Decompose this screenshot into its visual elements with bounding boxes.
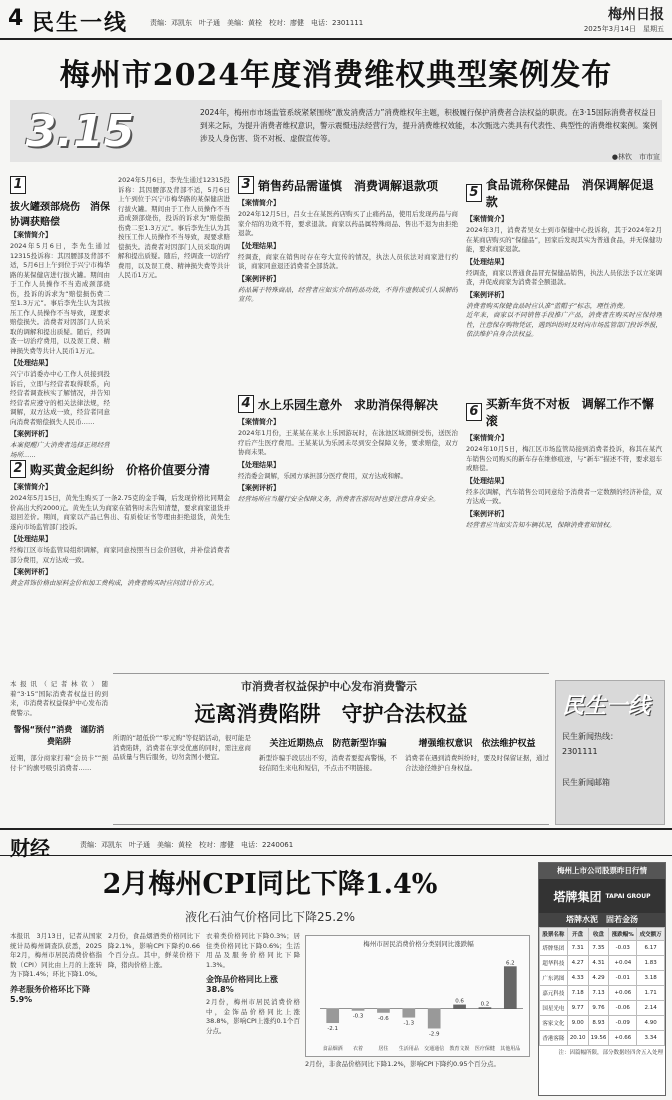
case-5-block bbox=[466, 176, 662, 391]
case-text: 2024年12月5日，吕女士在某医药店购买了止痛药品，使用后发现药品与商家介绍的功效不符，要求退款。商家以药品属特殊商品、售出不退为由拒绝退款。 bbox=[238, 210, 458, 237]
article-text: 近期，部分商家打着“会员卡”“预付卡”的旗号吸引消费者…… bbox=[10, 754, 108, 772]
table-row bbox=[540, 956, 665, 971]
case-6-block bbox=[466, 395, 662, 670]
company-name-en: TAPAI GROUP bbox=[605, 892, 651, 900]
chart-bar bbox=[479, 1007, 492, 1008]
main-headline: 梅州市2024年度消费维权典型案例发布 bbox=[59, 58, 613, 93]
case-number: 1 bbox=[10, 176, 26, 194]
table-cell: 1.83 bbox=[637, 956, 665, 971]
page-number: 4 bbox=[8, 6, 24, 31]
case-tag: 【案情简介】 bbox=[466, 434, 508, 442]
case-text: 2024年3月，消费者吴女士到市保健中心投诉称，其于2024年2月在某商店购买的“保健品”，回家后发现其实为普通食品，并无保健功能，要求商家退款。 bbox=[466, 226, 662, 253]
case-text: 2024年1月份，王某某在某水上乐园游玩时，在泳池区域滑倒受伤，送医治疗后产生医疗费用。王某某认为乐园未尽到安全保障义务，要求赔偿，双方协商未果。 bbox=[238, 429, 458, 456]
table-cell: 3.34 bbox=[637, 1031, 665, 1046]
case-tag: 【处理结果】 bbox=[466, 476, 508, 485]
case-text: 经调查，商家以普通食品冒充保健品销售，执法人员依法予以立案调查，并促成商家为消费者全额退款。 bbox=[466, 268, 662, 286]
warning-article-left bbox=[10, 680, 108, 820]
table-cell: 嘉元科技 bbox=[540, 986, 568, 1001]
chart-data-label: 0.2 bbox=[480, 1001, 490, 1008]
case-text: 经营场所应当履行安全保障义务，消费者在游玩时也要注意自身安全。 bbox=[238, 495, 440, 503]
cpi-headline: 2月梅州CPI同比下降1.4% bbox=[102, 869, 438, 900]
chart-bar bbox=[453, 1005, 466, 1009]
table-cell: 4.33 bbox=[567, 971, 588, 986]
chart-data-label: -0.3 bbox=[352, 1013, 364, 1020]
table-row bbox=[540, 1016, 665, 1031]
case-3-block bbox=[238, 176, 458, 391]
finance-editors: 责编：邓凯东 叶子通 美编：黄栓 校对：廖健 电话：2240061 bbox=[80, 841, 294, 849]
table-cell: 塔牌集团 bbox=[540, 941, 568, 956]
case-tag: 【处理结果】 bbox=[238, 241, 280, 250]
chart-category-label: 生活用品 bbox=[398, 1046, 419, 1052]
table-cell: 3.18 bbox=[637, 971, 665, 986]
chart-category-label: 教育文娱 bbox=[449, 1046, 470, 1052]
chart-category-label: 食品烟酒 bbox=[322, 1046, 343, 1052]
editors-line: 责编：邓凯东 叶子通 美编：黄栓 校对：廖健 电话：2301111 bbox=[150, 19, 364, 27]
chart-data-label: 0.6 bbox=[455, 998, 464, 1005]
article-subhead: 警惕“预付”消费 谨防消费陷阱 bbox=[13, 725, 105, 746]
article-text: 2月份，非食品价格同比下降1.2%，影响CPI下降约0.95个百分点。 bbox=[305, 1060, 500, 1068]
article-kicker: 市消费者权益保护中心发布消费警示 bbox=[241, 680, 417, 693]
chart-data-label: -0.6 bbox=[378, 1015, 389, 1022]
case-text: 经调查，商家在销售时存在夸大宣传的情况，执法人员依法对商家进行约谈，商家同意退还消费者全部货款。 bbox=[238, 252, 458, 270]
stock-table bbox=[539, 927, 665, 1046]
column-header: 成交额万 bbox=[637, 928, 665, 941]
table-row bbox=[540, 986, 665, 1001]
chart-bar bbox=[377, 1009, 390, 1013]
table-cell: 广东鸿图 bbox=[540, 971, 568, 986]
case-number: 6 bbox=[466, 403, 482, 421]
page-header bbox=[0, 0, 672, 40]
article-subhead: 关注近期热点 防范新型诈骗 bbox=[269, 739, 387, 749]
table-cell: 4.31 bbox=[588, 956, 609, 971]
finance-section-header bbox=[0, 828, 672, 860]
article-text: 衣着类价格同比下降0.3%；居住类价格同比下降0.6%；生活用品及服务价格同比下降1.3%。 bbox=[206, 932, 300, 969]
table-cell: -0.06 bbox=[609, 1001, 637, 1016]
case-text: 兴宁市消委办中心工作人员接到投诉后，立即与经营者取得联系，向经营者调查核实了解情况，并告知经营者应遵守的相关法律法规，经调解，双方达成一致，经营者同意向消费者赔偿损失人民币…… bbox=[10, 370, 110, 426]
chart-category-label: 衣着 bbox=[353, 1046, 364, 1052]
table-cell: 2.14 bbox=[637, 1001, 665, 1016]
chart-bar bbox=[504, 966, 517, 1008]
intro-banner bbox=[10, 100, 662, 162]
finance-column-3 bbox=[206, 932, 300, 1096]
table-cell: 8.93 bbox=[588, 1016, 609, 1031]
finance-column-1 bbox=[10, 932, 102, 1096]
article-text: 新型诈骗手段层出不穷，消费者要提高警惕，不轻信陌生来电和短信，不点击不明链接。 bbox=[259, 754, 397, 772]
table-cell: 1.71 bbox=[637, 986, 665, 1001]
case-tag: 【案例评析】 bbox=[10, 568, 52, 576]
case-tag: 【案情简介】 bbox=[10, 231, 52, 239]
table-cell: 20.10 bbox=[567, 1031, 588, 1046]
case-number: 2 bbox=[10, 460, 26, 478]
chart-data-label: -2.1 bbox=[327, 1026, 339, 1033]
chart-bar bbox=[428, 1009, 441, 1029]
publication-date: 2025年3月14日 星期五 bbox=[583, 25, 664, 33]
table-cell: 7.31 bbox=[567, 941, 588, 956]
case-tag: 【案情简介】 bbox=[10, 483, 52, 491]
chart-svg bbox=[306, 948, 531, 1058]
case-text: 经多次调解，汽车销售公司同意给予消费者一定数额的经济补偿，双方达成一致。 bbox=[466, 487, 662, 505]
case-heading bbox=[10, 460, 230, 478]
company-name: 塔牌集团 bbox=[553, 889, 602, 904]
commentary-text: 近年来，商家以不同销售手段推广产品，消费者在购买时应保持理性，注意保存购物凭证，遇到纠纷时及时向市场监管部门投诉举报，依法维护自身合法权益。 bbox=[466, 311, 662, 338]
chart-data-label: -1.3 bbox=[403, 1020, 415, 1027]
stock-table-body bbox=[540, 941, 665, 1046]
promo-email-label: 民生新闻邮箱 bbox=[562, 778, 610, 787]
case-tag: 【案例评析】 bbox=[466, 509, 508, 518]
chart-bar bbox=[326, 1009, 339, 1023]
table-cell: 4.90 bbox=[637, 1016, 665, 1031]
table-cell: 19.56 bbox=[588, 1031, 609, 1046]
table-cell: -0.09 bbox=[609, 1016, 637, 1031]
table-cell: 香港客隆 bbox=[540, 1031, 568, 1046]
case-tag: 【案例评析】 bbox=[238, 274, 280, 283]
table-cell: 超华科技 bbox=[540, 956, 568, 971]
case-tag: 【处理结果】 bbox=[10, 535, 52, 543]
column-header: 股票名称 bbox=[540, 928, 568, 941]
case-number: 5 bbox=[466, 184, 482, 202]
table-cell: 9.77 bbox=[567, 1001, 588, 1016]
column-1b bbox=[118, 176, 230, 456]
chart-data-label: -2.9 bbox=[428, 1031, 440, 1038]
case-title: 买新车货不对板 调解工作不懈滚 bbox=[485, 397, 654, 428]
case-text: 2024年5月6日，李先生通过12315投诉称：其因腰部及背部不适，5月6日上午到位于兴宁市梅华路的某保健店进行拔火罐。期间由于工作人员操作不当造成颈部烧伤，投诉的诉求为“赔偿损伤费二至1.3万元”。事后李先生认为其按压工作人员操作不当导致，现要求赔偿损失。消费者对因部门人员采取的调解和提出质疑。随后，经调查一切治疗费用，以及误工费、精神损失费等共计人民币1万元。 bbox=[10, 242, 110, 355]
case-tag: 【案例评析】 bbox=[466, 290, 508, 299]
chart-bar bbox=[402, 1009, 415, 1018]
case-text: 经梅江区市场监管局组织调解，商家同意按照当日金价回收，并补偿消费者部分费用，双方达成一致。 bbox=[10, 546, 230, 564]
case-tag: 【处理结果】 bbox=[238, 460, 280, 469]
article-subhead: 金饰品价格同比上涨38.8% bbox=[206, 975, 278, 994]
table-cell: 7.18 bbox=[567, 986, 588, 1001]
table-row bbox=[540, 941, 665, 956]
table-cell: -0.01 bbox=[609, 971, 637, 986]
case-text: 本案提醒广大消费者选择正规经营场所…… bbox=[10, 441, 110, 459]
article-column bbox=[113, 734, 251, 824]
article-columns bbox=[113, 734, 549, 824]
case-tag: 【处理结果】 bbox=[10, 359, 52, 367]
article-column bbox=[259, 734, 397, 824]
column-header: 涨跌幅% bbox=[609, 928, 637, 941]
section-title: 民生一线 bbox=[32, 11, 129, 36]
promo-hotline-label: 民生新闻热线： bbox=[562, 732, 618, 741]
case-text: 经营者应当如实告知车辆状况，保障消费者知情权。 bbox=[466, 520, 616, 529]
case-tag: 【案情简介】 bbox=[238, 418, 280, 426]
case-heading bbox=[238, 176, 458, 194]
promo-hotline-number: 2301111 bbox=[562, 747, 598, 756]
stock-note: 注：因篇幅所限，部分数据经四舍五入处理 bbox=[558, 1050, 663, 1056]
table-row bbox=[540, 1031, 665, 1046]
case-heading bbox=[238, 395, 458, 413]
chart-title: 梅州市居民消费价格分类别同比涨跌幅 bbox=[363, 940, 474, 948]
chart-category-label: 其他用品 bbox=[500, 1046, 521, 1052]
article-text: 消费者在遇到消费纠纷时，要及时保留证据，通过合法途径维护自身权益。 bbox=[405, 754, 549, 772]
case-heading bbox=[10, 176, 110, 194]
article-text: 2月份，食品烟酒类价格同比下降2.1%，影响CPI下降约0.66个百分点。其中，鲜菜价格下降，猪肉价格上涨。 bbox=[108, 932, 200, 969]
table-cell: +0.04 bbox=[609, 956, 637, 971]
table-cell: -0.03 bbox=[609, 941, 637, 956]
column-header: 开盘 bbox=[567, 928, 588, 941]
case-heading bbox=[466, 395, 662, 429]
table-row bbox=[540, 971, 665, 986]
case-title: 购买黄金起纠纷 价格价值要分清 bbox=[30, 462, 211, 477]
article-subhead: 养老服务价格环比下降5.9% bbox=[10, 984, 90, 1004]
banner-315-logo: 3.15 bbox=[25, 105, 135, 157]
article-text: 2月份，梅州市居民消费价格中，金饰品价格同比上涨38.8%，影响CPI上涨约0.1个百分点。 bbox=[206, 998, 300, 1035]
case-4-block bbox=[238, 395, 458, 670]
finance-column-2 bbox=[108, 932, 200, 1096]
finance-section-title: 财经 bbox=[10, 836, 50, 860]
table-cell: 7.35 bbox=[588, 941, 609, 956]
newspaper-logo: 梅州日报 bbox=[608, 7, 664, 23]
case-number: 4 bbox=[238, 395, 254, 413]
case-tag: 【案情简介】 bbox=[466, 215, 508, 223]
case-tag: 【处理结果】 bbox=[466, 257, 508, 266]
case-text: 2024年10月5日，梅江区市场监管局接到消费者投诉，称其在某汽车销售公司购买的新车存在维修痕迹，与“新车”描述不符，要求退车或赔偿。 bbox=[466, 445, 662, 472]
case-text: 药品属于特殊商品，经营者应如实介绍药品功效，不得作虚假或引人误解的宣传。 bbox=[238, 285, 458, 303]
company-slogan: 塔牌水泥 固若金汤 bbox=[539, 913, 665, 927]
table-cell: 7.13 bbox=[588, 986, 609, 1001]
case-title: 食品谎称保健品 消保调解促退款 bbox=[485, 178, 654, 209]
case-text: 2024年5月6日，李先生通过12315投诉称：其因腰部及背部不适，5月6日上午到位于兴宁市梅华路的某保健店进行拔火罐。期间由于工作人员操作不当造成颈部烧伤，投诉的诉求为“赔偿损伤费二至1.3万元”。事后李先生认为其按压工作人员操作不当导致，现要求赔偿损失。消费者对因部门人员采取的调解和提出质疑。随后，经调查一切治疗费用，以及误工费、精神损失费等共计人民币1万元。 bbox=[118, 176, 230, 279]
cpi-subheadline: 液化石油气价格同比下降25.2% bbox=[184, 910, 356, 924]
cpi-chart bbox=[305, 935, 530, 1057]
table-cell: 4.29 bbox=[588, 971, 609, 986]
case-text: 消费者购买保健食品时应认准“蓝帽子”标志，理性消费。 bbox=[466, 301, 629, 310]
table-header-row bbox=[540, 928, 665, 941]
table-cell: 国星光电 bbox=[540, 1001, 568, 1016]
case-text: 经消委会调解，乐园方承担部分医疗费用，双方达成和解。 bbox=[238, 471, 407, 480]
case-heading bbox=[466, 176, 662, 210]
case-title: 水上乐园生意外 求助消保得解决 bbox=[258, 397, 439, 412]
table-cell: 客家文化 bbox=[540, 1016, 568, 1031]
company-logo bbox=[539, 879, 665, 913]
article-intro: 本报讯（记者林钦）随着“3·15”国际消费者权益日的到来，市消费者权益保护中心发布消费警示。 bbox=[10, 680, 108, 717]
consumer-warning-article bbox=[113, 673, 549, 825]
table-cell: 9.00 bbox=[567, 1016, 588, 1031]
chart-category-label: 医疗保健 bbox=[474, 1046, 495, 1052]
case-tag: 【案例评析】 bbox=[10, 430, 52, 438]
case-text: 2024年5月15日，黄先生购买了一条2.75克的金手镯，后发现价格比同期金价高出大约2000元。黄先生认为商家在销售时未告知清楚，要求商家退货并退回差价。期间，商家以产品已售出、有质检证书等理由拒绝退货，黄先生遂向市场监管部门投诉。 bbox=[10, 494, 230, 531]
article-byline: ●林钦 市市宣 bbox=[611, 153, 660, 161]
article-text: 本报讯 3月13日，记者从国家统计局梅州调查队获悉，2025年2月，梅州市居民消费价格指数（CPI）同比由上月的上涨转为下降1.4%；环比下降1.0%。 bbox=[10, 932, 102, 978]
chart-bar bbox=[352, 1009, 365, 1011]
column-header: 收盘 bbox=[588, 928, 609, 941]
chart-data-label: 6.2 bbox=[505, 960, 515, 967]
stock-box-title: 梅州上市公司股票昨日行情 bbox=[539, 863, 665, 879]
chart-category-label: 居住 bbox=[378, 1046, 389, 1052]
table-cell: +0.06 bbox=[609, 986, 637, 1001]
article-subhead: 增强维权意识 依法维护权益 bbox=[418, 739, 536, 749]
finance-column-4 bbox=[305, 1060, 530, 1096]
table-row bbox=[540, 1001, 665, 1016]
table-cell: 4.27 bbox=[567, 956, 588, 971]
article-headline: 远离消费陷阱 守护合法权益 bbox=[194, 701, 468, 726]
promo-title: 民生一线 bbox=[562, 694, 651, 719]
case-2-block bbox=[10, 460, 230, 670]
article-text: 所谓的“超低价”“零元购”等促销活动，很可能是消费陷阱，消费者在享受优惠的同时，需注意商品质量与售后服务，切勿贪图小便宜。 bbox=[113, 734, 251, 761]
case-text: 黄金首饰价格由原料金价和加工费构成，消费者购买时应问清计价方式。 bbox=[10, 579, 218, 587]
case-number: 3 bbox=[238, 176, 254, 194]
article-column bbox=[405, 734, 549, 824]
table-cell: +0.66 bbox=[609, 1031, 637, 1046]
table-cell: 9.76 bbox=[588, 1001, 609, 1016]
table-cell: 6.17 bbox=[637, 941, 665, 956]
case-tag: 【案例评析】 bbox=[238, 484, 280, 492]
stock-quotes-box bbox=[538, 862, 666, 1096]
case-tag: 【案情简介】 bbox=[238, 199, 280, 207]
chart-category-label: 交通通信 bbox=[424, 1046, 445, 1052]
case-title: 销售药品需谨慎 消费调解退款项 bbox=[258, 178, 439, 193]
case-title: 拔火罐颈部烧伤 消保协调获赔偿 bbox=[10, 202, 110, 228]
hotline-promo bbox=[555, 680, 665, 825]
intro-paragraph: 2024年，梅州市市场监管系统紧紧围绕“激发消费活力”消费维权年主题，积极履行保护消费者合法权益的职责。在3·15国际消费者权益日到来之际，为提升消费者维权意识，警示震慑违法经营行为，提升消费维权效能，本次甄选六类具有代表性、典型性的消费维权案例。案例涉及人身伤害、货不对板、虚假宣传等。 bbox=[200, 108, 658, 143]
